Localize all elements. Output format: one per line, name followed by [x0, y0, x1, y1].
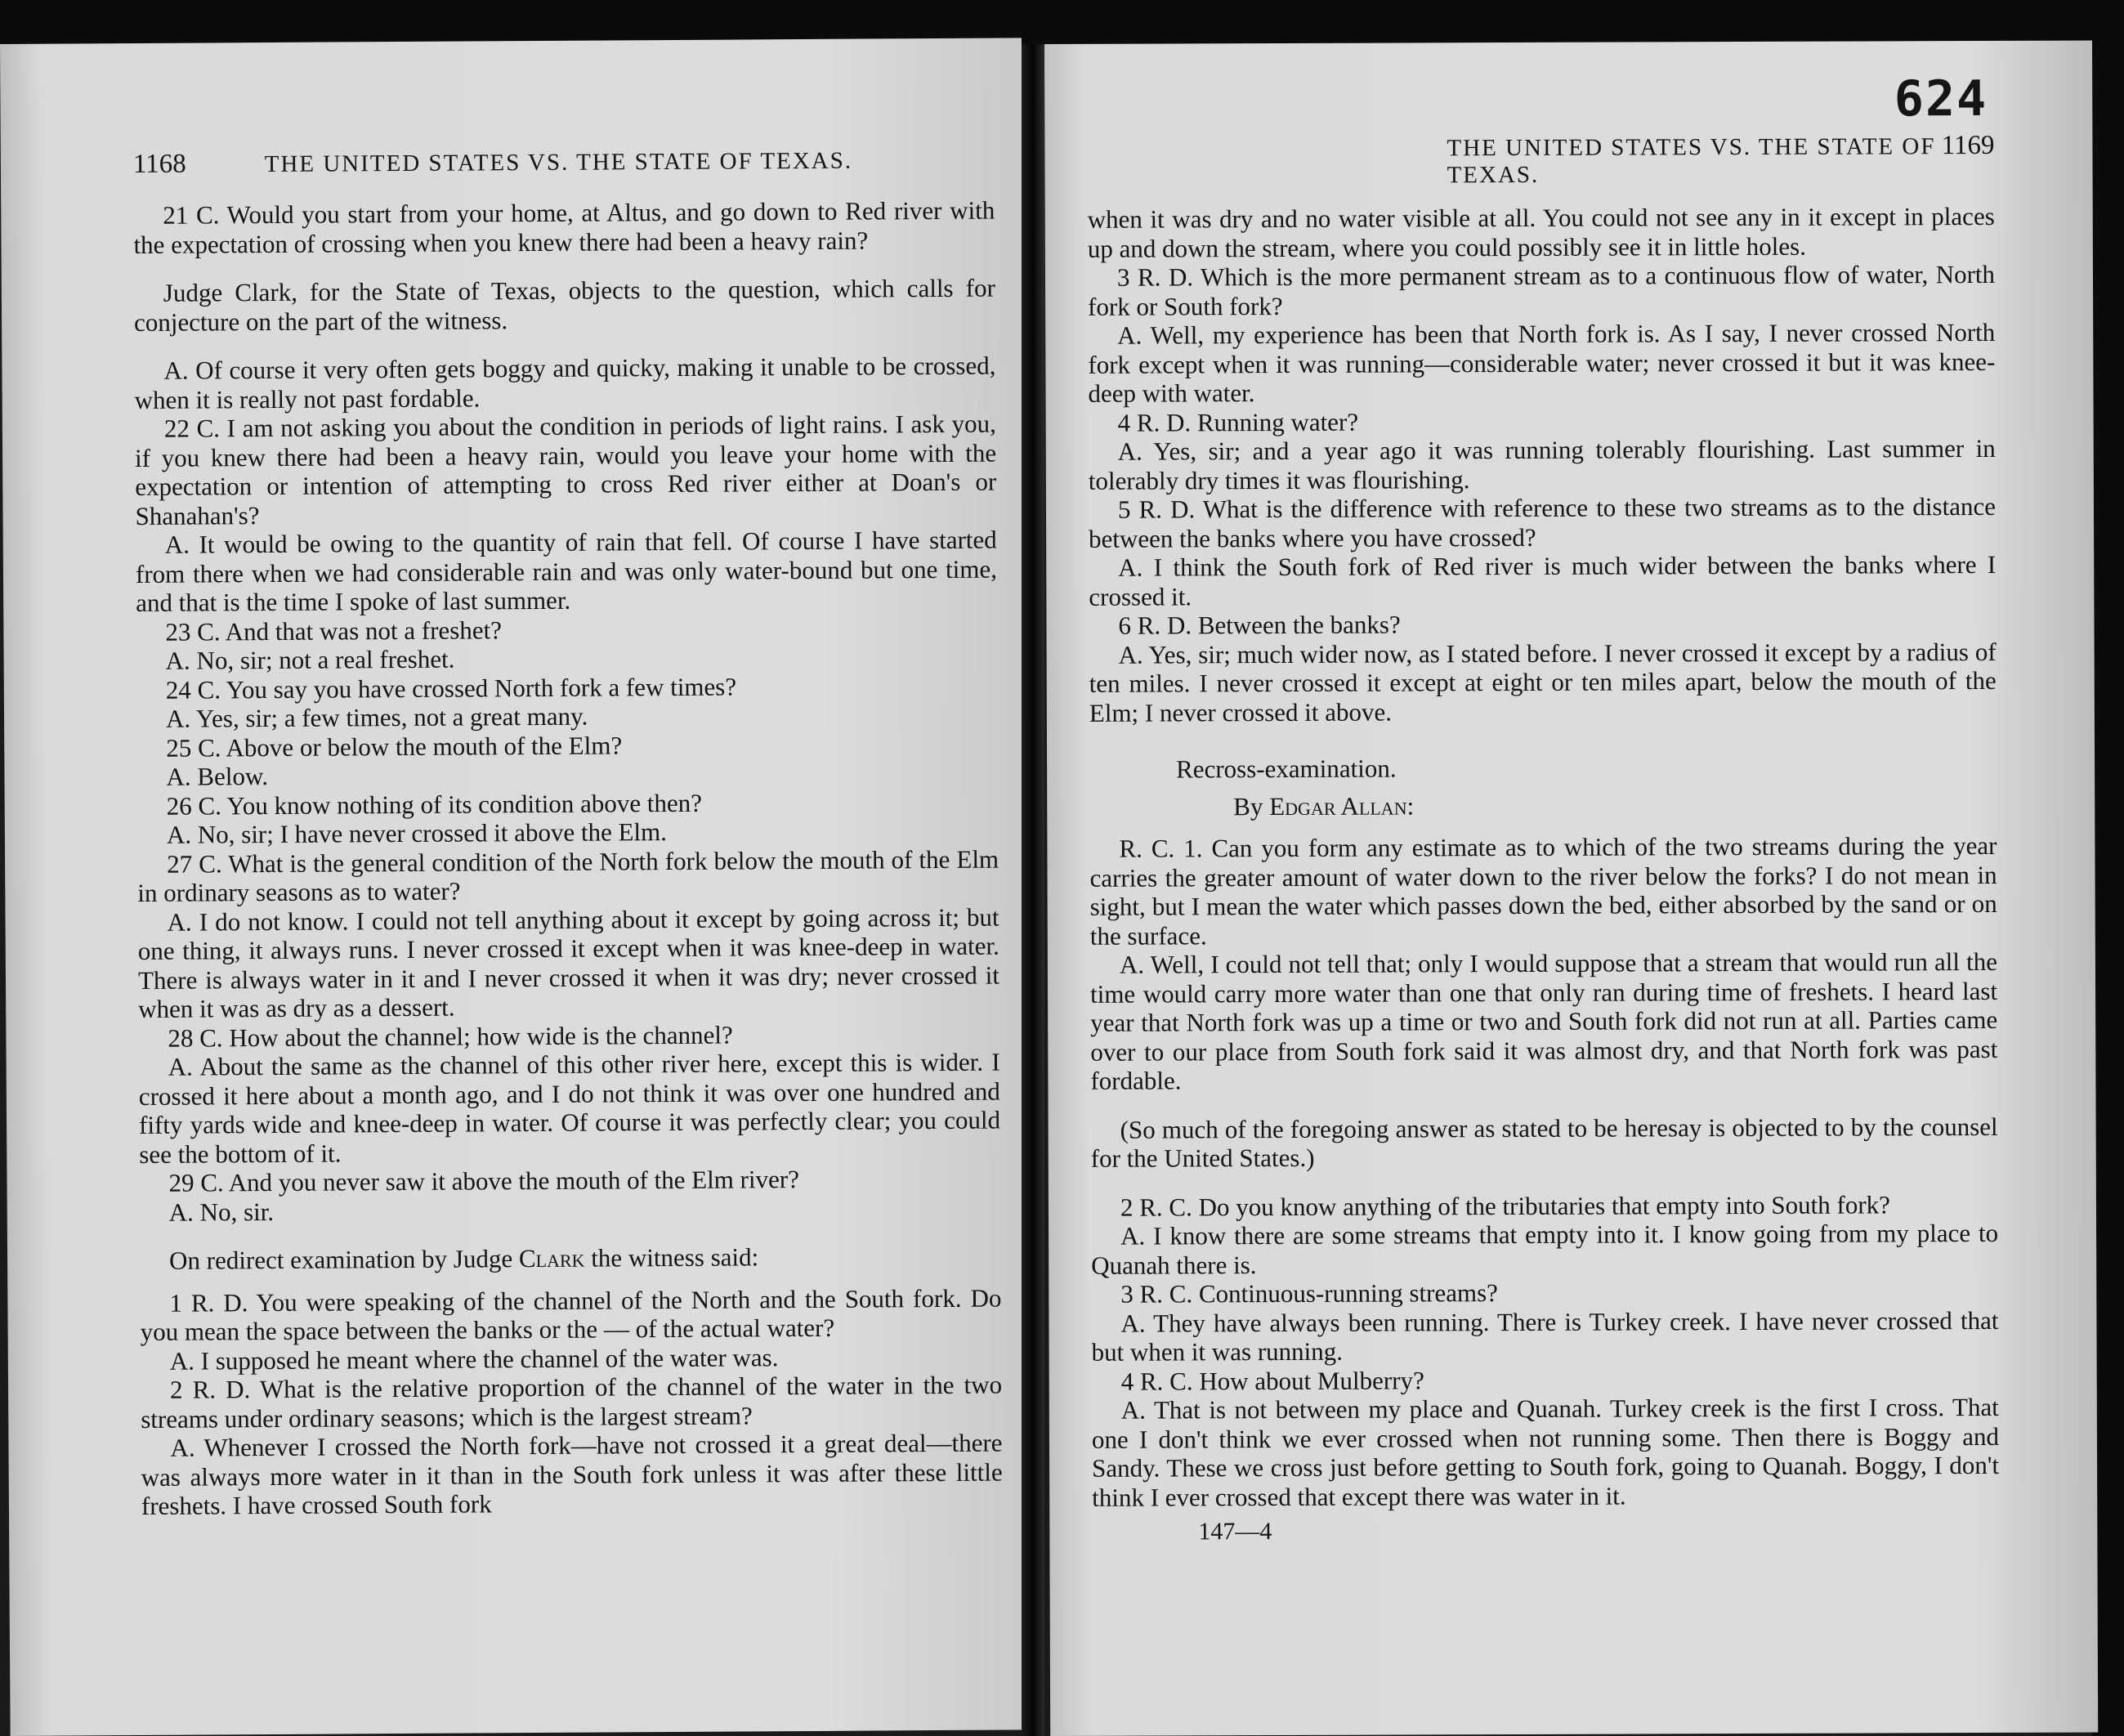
paragraph: A. No, sir; not a real freshet.: [165, 644, 455, 675]
paragraph: 6 R. D. Between the banks?: [1118, 610, 1401, 640]
right-page-number: 1169: [1941, 130, 1995, 161]
paragraph: A. Well, I could not tell that; only I would suppose that a stream that would run all the time would carry more water than one that only ran during time of freshets. I heard last year that North fork was up a time or two and South fork did not run at all. Parties came over to our place from South fork said it was almost dry, and that North fork was past fordable.: [1089, 946, 1998, 1095]
by-label: By: [1233, 791, 1263, 821]
paragraph: A. Yes, sir; a few times, not a great many.: [165, 701, 588, 733]
recross-examiner-line: [1089, 789, 1997, 821]
paragraph: (So much of the foregoing answer as stated to be heresay is objected to by the counsel for the United States.): [1090, 1112, 1998, 1173]
paragraph: A. I know there are some streams that empty into it. I know going from my place to Quanah there is.: [1091, 1218, 1999, 1280]
left-page: [0, 38, 1032, 1736]
open-book: [0, 44, 2092, 1736]
redirect-intro: [140, 1242, 1001, 1276]
paragraph: A. No, sir.: [168, 1197, 275, 1227]
colon: :: [1406, 790, 1415, 820]
left-page-text: [133, 196, 1003, 1521]
right-running-head: [1087, 83, 1994, 190]
right-page-text: [1088, 202, 2000, 1512]
paragraph: R. C. 1. Can you form any estimate as to which of the two streams during the year carries the greater amount of water down to the river below the forks? I do not mean in sight, but I mean the water which passes down the bed, either absorbed by the sand or on the surface.: [1089, 830, 1997, 951]
stamped-page-number: 624: [1894, 69, 1988, 128]
paragraph: A. Whenever I crossed the North fork—have not crossed it a great deal—there was always more water in it than in the South fork unless it was after these little freshets. I have crossed South fork: [141, 1428, 1003, 1520]
paragraph: A. Yes, sir; much wider now, as I stated before. I never crossed it except by a radius of ten miles. I never crossed it except at eight or ten miles apart, below the mouth of the Elm; I never crossed it above.: [1089, 637, 1997, 727]
redirect-examiner-name: Clark: [518, 1243, 585, 1273]
left-page-number: 1168: [132, 149, 186, 180]
paragraph: 23 C. And that was not a freshet?: [165, 615, 503, 647]
paragraph: 1 R. D. You were speaking of the channel of the North and the South fork. Do you mean the space between the banks or the — of the actual water?: [140, 1283, 1002, 1346]
paragraph: when it was dry and no water visible at all. You could not see any in it except in places up and down the stream, where you could possibly see it in little holes.: [1087, 201, 1995, 263]
paragraph: 24 C. You say you have crossed North fork a few times?: [165, 672, 737, 705]
paragraph: 5 R. D. What is the difference with reference to these two streams as to the distance between the banks where you have crossed?: [1089, 491, 1997, 553]
paragraph: 4 R. C. How about Mulberry?: [1120, 1365, 1424, 1396]
paragraph: 27 C. What is the general condition of the North fork below the mouth of the Elm in ordinary seasons as to water?: [137, 844, 999, 907]
book-gutter: [1022, 44, 1044, 1736]
paragraph: A. No, sir; I have never crossed it above the Elm.: [166, 817, 668, 849]
paragraph: A. Below.: [166, 762, 269, 791]
paragraph: 3 R. C. Continuous-running streams?: [1120, 1278, 1498, 1309]
paragraph: 26 C. You know nothing of its condition above then?: [166, 788, 703, 821]
paragraph: 22 C. I am not asking you about the condition in periods of light rains. I ask you, if you knew there had been a heavy rain, would you leave your home with the expectation or intention of attempting to cross Red river either at Doan's or Shanahan's?: [134, 409, 997, 530]
right-running-title: THE UNITED STATES VS. THE STATE OF TEXAS.: [1447, 133, 1936, 189]
paragraph: A. About the same as the channel of this other river here, except this is wider. I crossed it here about a month ago, and I do not think it was over one hundred and fifty yards wide and knee-deep in water. Of course it was perfectly clear; you could see the bottom of it.: [138, 1047, 1001, 1169]
paragraph: 29 C. And you never saw it above the mouth of the Elm river?: [168, 1165, 799, 1197]
paragraph: A. I do not know. I could not tell anything about it except by going across it; but one thing, it always runs. I never crossed it except when it was knee-deep in water. There is always water in it and I never crossed it when it was dry; never crossed it when it was as dry as a dessert.: [137, 902, 1000, 1023]
paragraph: 25 C. Above or below the mouth of the Elm?: [166, 730, 623, 763]
right-page: [1044, 41, 2098, 1736]
paragraph: 3 R. D. Which is the more permanent stream as to a continuous flow of water, North fork or South fork?: [1088, 259, 1996, 321]
paragraph: A. Yes, sir; and a year ago it was running tolerably flourishing. Last summer in tolerably dry times it was flourishing.: [1088, 433, 1996, 495]
paragraph: 2 R. C. Do you know anything of the tributaries that empty into South fork?: [1120, 1189, 1890, 1222]
redirect-intro-tail: the witness said:: [591, 1242, 759, 1273]
left-running-title: THE UNITED STATES VS. THE STATE OF TEXAS.: [264, 147, 853, 178]
paragraph: A. Of course it very often gets boggy and quicky, making it unable to be crossed, when it is really not past fordable.: [134, 351, 996, 414]
signature-mark: 147—4: [1198, 1518, 1272, 1546]
paragraph: Judge Clark, for the State of Texas, objects to the question, which calls for conjecture on the part of the witness.: [133, 273, 995, 337]
paragraph: 2 R. D. What is the relative proportion of the channel of the water in the two streams under ordinary seasons; which is the largest stream?: [141, 1370, 1003, 1434]
recross-heading: Recross-examination.: [1176, 754, 1397, 784]
paragraph: A. Well, my experience has been that North fork is. As I say, I never crossed North fork except when it was running—considerable water; never crossed it but it was knee-deep with water.: [1088, 317, 1996, 408]
paragraph: A. It would be owing to the quantity of rain that fell. Of course I have started from there when we had considerable rain and was only water-bound but one time, and that is the time I spoke of last summer.: [135, 525, 998, 617]
paragraph: 28 C. How about the channel; how wide is the channel?: [168, 1020, 733, 1053]
paragraph: 4 R. D. Running water?: [1117, 407, 1359, 437]
paragraph: A. I supposed he meant where the channel of the water was.: [169, 1342, 779, 1376]
examiner-name: Edgar Allan: [1269, 790, 1407, 821]
left-running-head: [133, 145, 995, 180]
paragraph: A. They have always been running. There is Turkey creek. I have never crossed that but when it was running.: [1091, 1305, 1999, 1367]
paragraph: A. I think the South fork of Red river is much wider between the banks where I crossed it.: [1089, 549, 1997, 611]
redirect-intro-text: On redirect examination by Judge: [168, 1244, 513, 1275]
paragraph: A. That is not between my place and Quanah. Turkey creek is the first I cross. That one I don't think we ever crossed when not running some. Then there is Boggy and Sandy. These we cross just before getting to South fork, going to Quanah. Boggy, I don't think I ever crossed that except there was water in it.: [1091, 1392, 2000, 1512]
paragraph: 21 C. Would you start from your home, at Altus, and go down to Red river with the expectation of crossing when you knew there had been a heavy rain?: [133, 195, 995, 259]
